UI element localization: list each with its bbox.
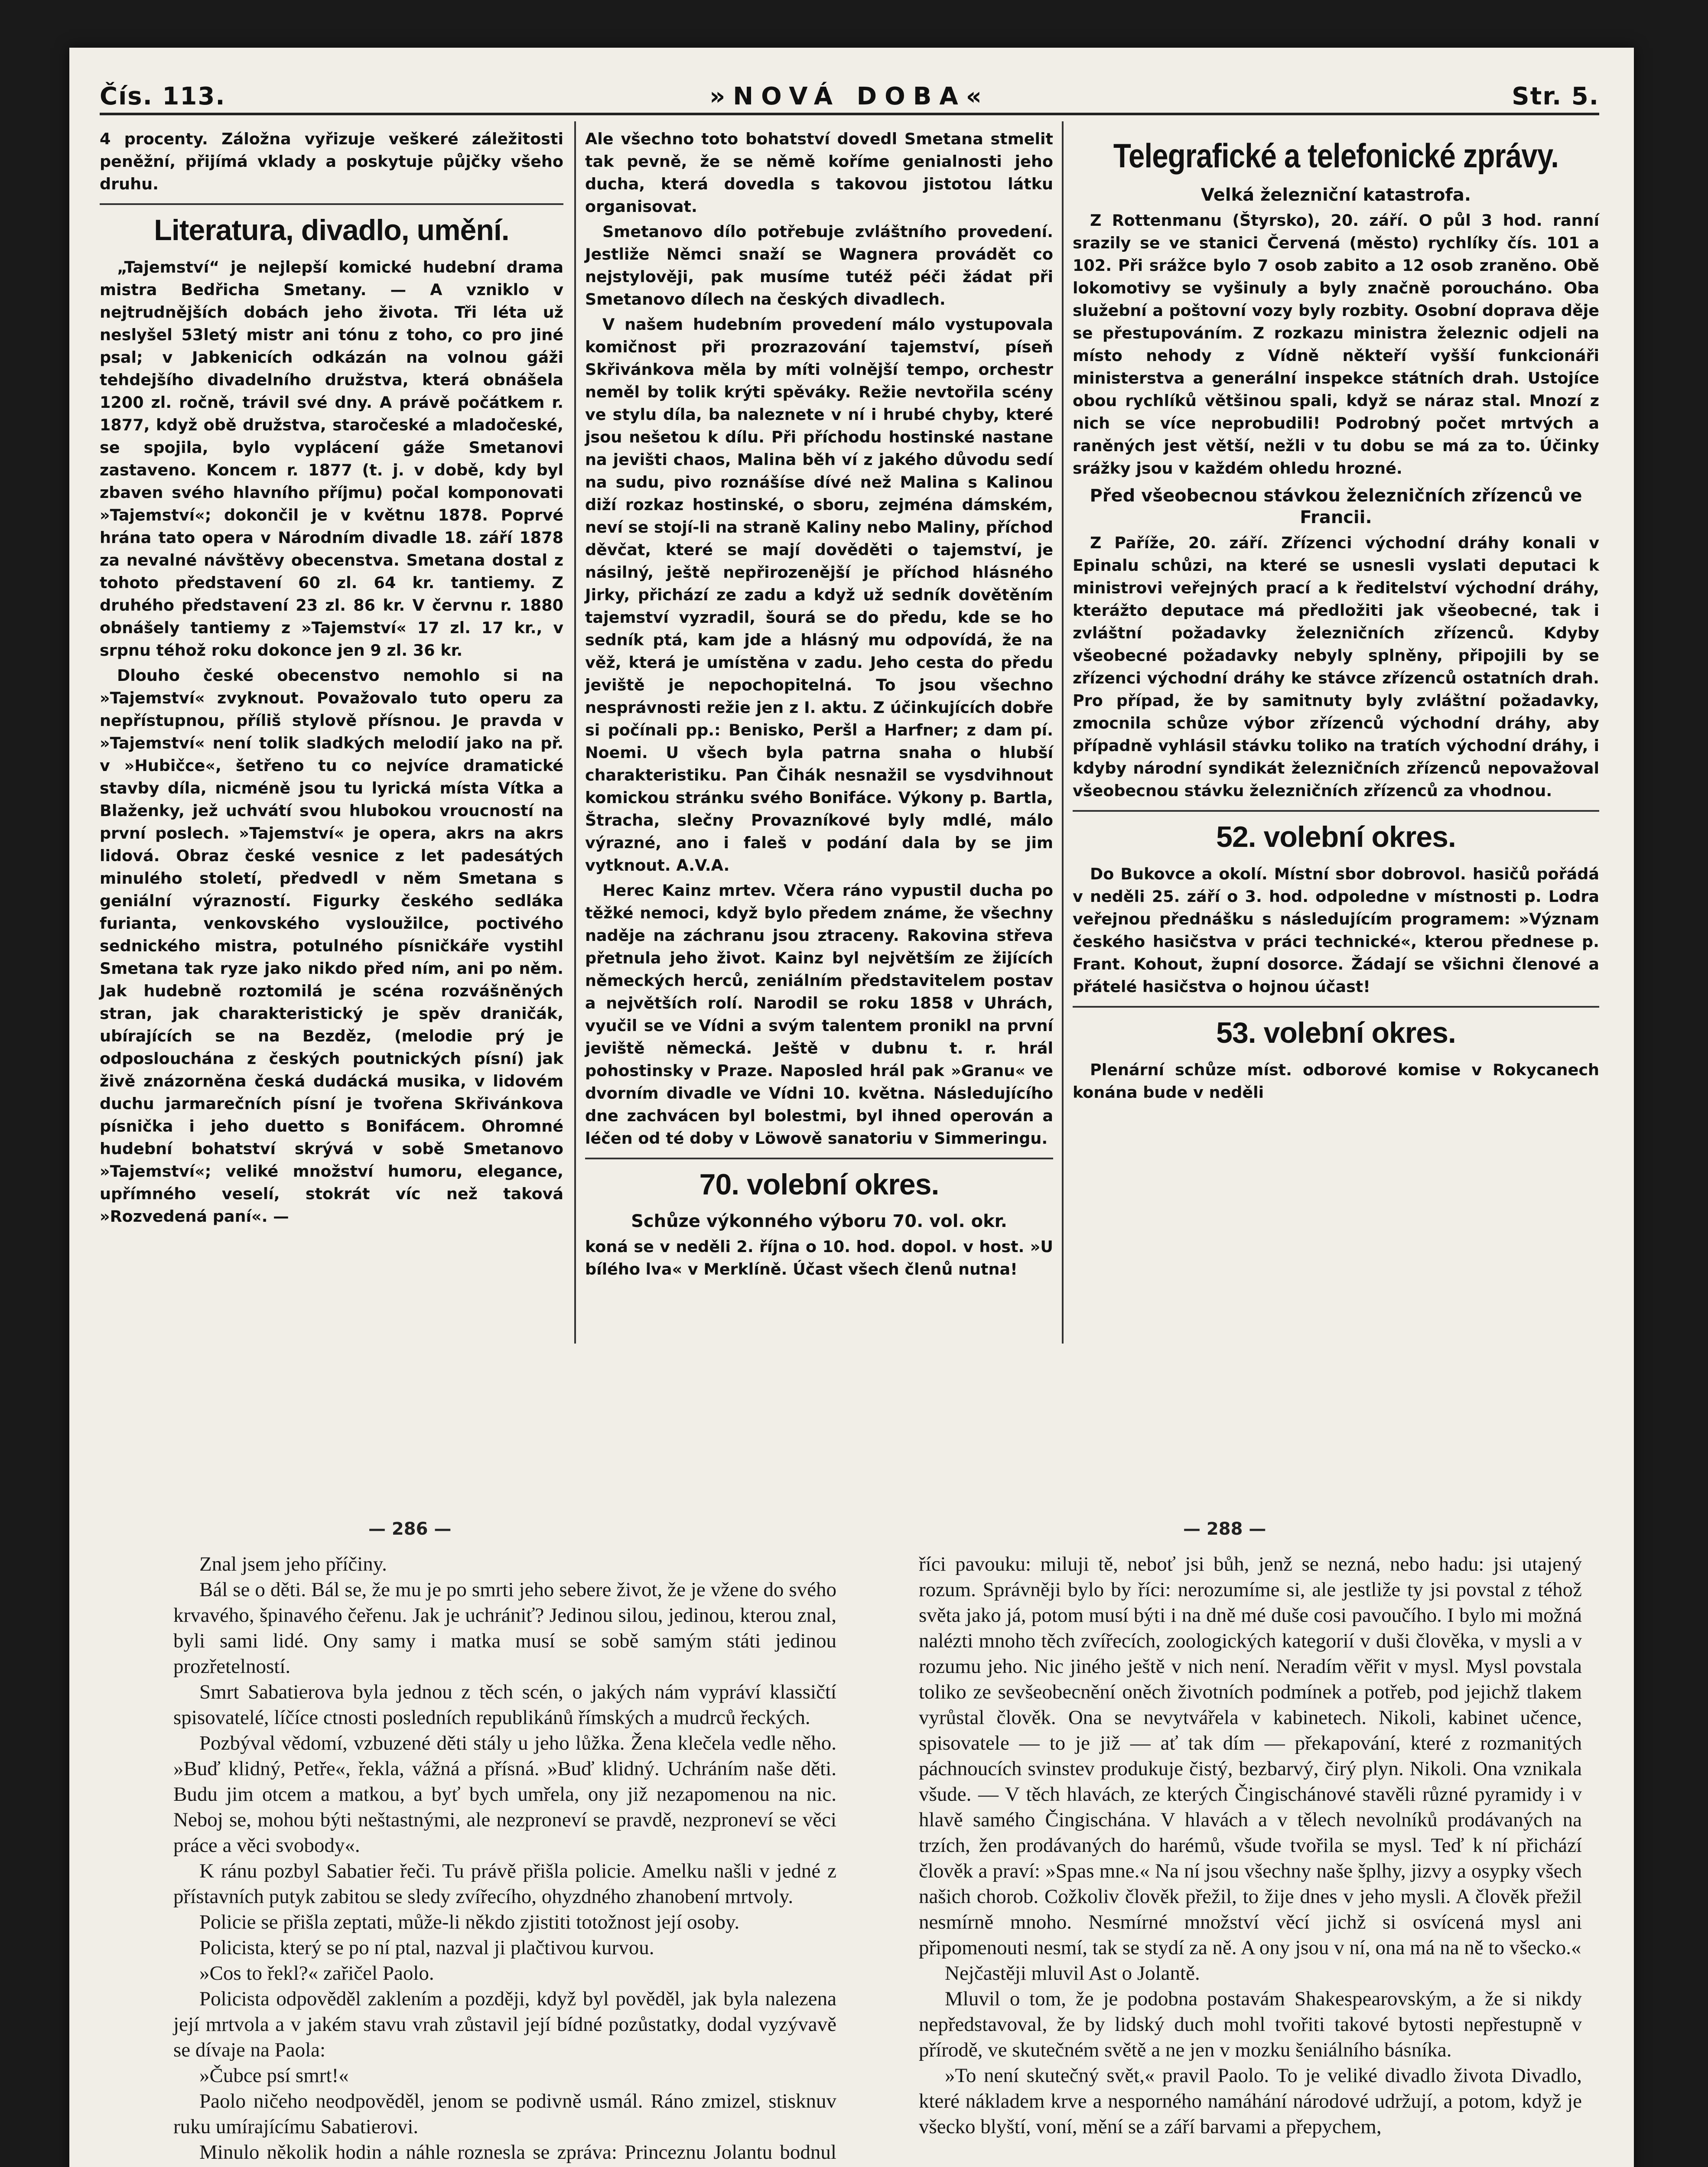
feuilleton-left-column bbox=[173, 1552, 836, 2167]
article-paragraph: koná se v neděli 2. října o 10. hod. dopol. v host. »U bílého lva« v Merklíně. Účast všech členů nutna! bbox=[585, 1237, 1053, 1279]
feuilleton-paragraph: Pozbýval vědomí, vzbuzené děti stály u jeho lůžka. Žena klečela vedle něho. »Buď klidný, Petře«, řekla, vážná a přísná. »Buď klidný. Uchráním naše děti. Budu jim otcem a matkou, a byť bych umřela, ony již nezapomenou na nic. Neboj se, mohou býti neštastnými, ale nezproneví se pravdě, nezproneví se věci práce a věci svobody«. bbox=[173, 1732, 836, 1857]
article-paragraph: Herec Kainz mrtev. Včera ráno vypustil ducha po těžké nemoci, když bylo předem známe, že všechny naděje na záchranu jsou ztraceny. Rakovina střeva přetnula jeho život. Kainz byl největším ze žijících německých herců, zeniálním představitelem postav a největších rolí. Narodil se roku 1858 v Uhrách, vyučil se ve Vídni a svým talentem pronikl na první jeviště německá. Ještě v dubnu t. r. hrál pohostinsky v Praze. Naposled hrál pak »Granu« ve dvorním divadle ve Vídni 10. května. Následujícího dne zachvácen byl bolestmi, byl ihned operován a léčen od té doby v Löwově sanatoriu v Simmeringu. bbox=[585, 881, 1053, 1148]
feuilleton-page-right: — 288 — bbox=[1183, 1519, 1266, 1539]
section-rule bbox=[1073, 1006, 1599, 1008]
newspaper-title: »NOVÁ DOBA« bbox=[709, 82, 989, 111]
subheading: Velká železniční katastrofa. bbox=[1200, 185, 1471, 205]
column-1 bbox=[100, 128, 563, 1230]
bank-notice: 4 procenty. Záložna vyřizuje veškeré záležitosti peněžní, přijímá vklady a poskytuje půjčky všeho druhu. bbox=[100, 130, 563, 193]
subheading: Schůze výkonného výboru 70. vol. okr. bbox=[631, 1211, 1007, 1231]
feuilleton-paragraph: Nejčastěji mluvil Ast o Jolantě. bbox=[945, 1962, 1200, 1985]
feuilleton-paragraph: Minulo několik hodin a náhle roznesla se zpráva: Princeznu Jolantu bodnul bbox=[199, 2141, 836, 2164]
newspaper-page bbox=[69, 48, 1634, 2167]
section-rule bbox=[585, 1158, 1053, 1159]
feuilleton-paragraph: K ránu pozbyl Sabatier řeči. Tu právě přišla policie. Amelku našli v jedné z přístavních putyk zabitou se sledy zvířecího, ohyzdného zhanobení mrtvoly. bbox=[173, 1860, 836, 1908]
issue-number: Čís. 113. bbox=[100, 82, 226, 111]
feuilleton-paragraph: Policie se přišla zeptati, může-li někdo zjistiti totožnost její osoby. bbox=[199, 1911, 740, 1933]
feuilleton-paragraph: Znal jsem jeho příčiny. bbox=[199, 1553, 387, 1575]
feuilleton-right-column bbox=[919, 1552, 1582, 2140]
feuilleton-paragraph: »Čubce psí smrt!« bbox=[199, 2064, 349, 2087]
page-number: Str. 5. bbox=[1512, 82, 1599, 111]
subheading: Před všeobecnou stávkou železničních zřízenců ve Francii. bbox=[1090, 486, 1582, 527]
article-paragraph: Dlouho české obecenstvo nemohlo si na »Tajemství« zvyknout. Považovalo tuto operu za nepřístupnou, příliš stylově přísnou. Je pravda v »Tajemství« není tolik sladkých melodií jako na př. v »Hubičce«, šetřeno tu co nejvíce dramatické stavby díla, nicméně jsou tu lyrická místa Vítka a Blaženky, jež uchvátí svou hlubokou vroucností na první poslech. »Tajemství« je opera, akrs na akrs lidová. Obraz české vesnice z let padesátých minulého století, předvedl v něm Smetana s geniální výrazností. Figurky českého sedláka furianta, venkovského vysloužilce, poctivého sednického mistra, potulného písničkáře vystihl Smetana tak ryze jako nikdo před ním, ani po něm. Jak hudebně roztomilá je scéna rozvášněných stran, jak charakteristický je spěv draničák, ubírajících se na Bezděz, (melodie prý je odposlouchána z českých poutnických písní) jak živě znázorněna česká dudácká musika, v lidovém duchu jarmarečních písní je tvořena Skřivánkova písnička i jeho duetto s Bonifácem. Ohromné hudební bohatství skrývá v sobě Smetanovo »Tajemství«; veliké množství humoru, elegance, upřímného veselí, stokrát víc než taková »Rozvedená paní«. — bbox=[100, 666, 563, 1226]
article-paragraph: „Tajemství“ je nejlepší komické hudební drama mistra Bedřicha Smetany. — A vzniklo v nejtrudnějších dobách jeho života. Tři léta už neslyšel 53letý mistr ani tónu z toho, co pro jiné psal; v Jabkenicích odkázán na volnou gáži tehdejšího divadelního družstva, která obnášela 1200 zl. ročně, trávil své dny. A právě počátkem r. 1877, když obě družstva, staročeské a mladočeské, se spojila, bylo vyplácení gáže Smetanovi zastaveno. Koncem r. 1877 (t. j. v době, kdy byl zbaven svého hlavního příjmu) počal komponovati »Tajemství«; dokončil je v květnu 1878. Poprvé hrána tato opera v Národním divadle 18. září 1878 za nevalné návštěvy obecenstva. Smetana dostal z tohoto představení 60 zl. 64 kr. tantiemy. Z druhého představení 23 zl. 86 kr. V červnu r. 1880 obnášely tantiemy z »Tajemství« 17 zl. 17 kr., v srpnu téhož roku dokonce jen 9 zl. 36 kr. bbox=[100, 258, 563, 660]
section-heading-district-70: 70. volební okres. bbox=[699, 1168, 939, 1201]
masthead-rule bbox=[100, 113, 1599, 115]
article-paragraph: Plenární schůze míst. odborové komise v Rokycanech konána bude v neděli bbox=[1073, 1061, 1599, 1102]
article-paragraph: Do Bukovce a okolí. Místní sbor dobrovol. hasičů pořádá v neděli 25. září o 3. hod. odpoledne v místnosti p. Lodra veřejnou přednášku s následujícím programem: »Význam českého hasičstva v práci technické«, kterou přednese p. Frant. Kohout, župní dosorce. Žádají se všichni členové a přátelé hasičstva o hojnou účast! bbox=[1073, 865, 1599, 996]
feuilleton-paragraph: Smrt Sabatierova byla jednou z těch scén, o jakých nám vypráví klassičtí spisovatelé, líčíce ctnosti posledních republikánů římských a mudrců řeckých. bbox=[173, 1681, 836, 1729]
feuilleton-paragraph: Policista odpověděl zaklením a později, když byl pověděl, jak byla nalezena její mrtvola a v jakém stavu vrah zůstavil její bídné pozůstatky, dodal vyzývavě se dívaje na Paola: bbox=[173, 1988, 836, 2061]
section-heading-literature: Literatura, divadlo, umění. bbox=[154, 214, 509, 247]
feuilleton-paragraph: »Cos to řekl?« zařičel Paolo. bbox=[199, 1962, 434, 1985]
feuilleton-paragraph: Mluvil o tom, že je podobna postavám Shakespearovským, a že si nikdy nepředstavoval, že by lidský duch mohl tvořiti takové bytosti nepřestupně v přírodě, ve skutečném světě a ne jen v mozku šeniálního básníka. bbox=[919, 1988, 1582, 2061]
article-paragraph: V našem hudebním provedení málo vystupovala komičnost při prozrazování tajemství, píseň Skřivánkova měla by míti volnější tempo, orchestr neměl by tolik krýti spěváky. Režie nevtořila scény ve stylu díla, ba naleznete v ní i hrubé chyby, které jsou nešetou k dílu. Při příchodu hostinské nastane na jevišti chaos, Malina běh ví z jakého důvodu sedí na sudu, pivo roznášíse dívé než Malina s Kalinou diží rozkaz hostinské, o sboru, zejména dámském, neví se stojí-li na straně Kaliny nebo Maliny, příchod děvčat, které se mají dověděti o tajemství, je násilný, ještě nepřirozenější je příchod hlásného Jirky, přichází ze zadu a když už sedník dovětěním tajemství vyzradil, šourá se do předu, kde se ho sedník ptá, kam jde a hlásný mu odpovídá, že na věž, která je umístěna v zadu. Jeho cesta do předu jeviště je nepochopitelná. To jsou všechno nesprávnosti režie jen z I. aktu. Z účinkujících dobře si počínali pp.: Benisko, Peršl a Harfner; z dam pí. Noemi. U všech byla patrna snaha o hlubší charakteristiku. Pan Čihák nesnažil se vysdvihnout komickou stránku svého Bonifáce. Výkony p. Bartla, Štracha, slečny Provazníkové byly mdlé, málo výrazné, ano i faleš v podání dala by se jim vytknout. A.V.A. bbox=[585, 315, 1053, 875]
section-rule bbox=[1073, 810, 1599, 812]
feuilleton-paragraph: Policista, který se po ní ptal, nazval ji plačtivou kurvou. bbox=[199, 1936, 654, 1959]
section-heading-telegraph: Telegrafické a telefonické zprávy. bbox=[1113, 137, 1559, 175]
column-divider bbox=[1062, 121, 1064, 1344]
column-3 bbox=[1073, 128, 1599, 1106]
feuilleton-paragraph: Paolo ničeho neodpověděl, jenom se podivně usmál. Ráno zmizel, stisknuv ruku umírajícímu Sabatierovi. bbox=[173, 2090, 836, 2138]
article-paragraph: Z Paříže, 20. září. Zřízenci východní dráhy konali v Epinalu schůzi, na které se usnesli vyslati deputaci k ministrovi veřejných prací a k ředitelství východní dráhy, kterážto deputace má předložiti jak všeobecné, tak i zvláštní požadavky železničních zřízenců. Kdyby všeobecné požadavky nebyly splněny, připojili by se zřízenci východní dráhy ke stávce zřízenců ostatních drah. Pro případ, že by samitnuty byly zvláštní požadavky, zmocnila schůze výbor zřízenců východní dráhy, aby případně vyhlásil stávku toliko na tratích východní dráhy, i kdyby národní syndikát železničních zřízenců nepovažoval všeobecnou stávku železničních zřízenců za vhodnou. bbox=[1073, 534, 1599, 800]
feuilleton-paragraph: »To není skutečný svět,« pravil Paolo. To je veliké divadlo života Divadlo, které nákladem krve a nesporného namáhání národové udržují, a potom, když je všecko blyští, voní, mění se a září barvami a přepychem, bbox=[919, 2064, 1582, 2138]
section-rule bbox=[100, 203, 563, 205]
feuilleton-paragraph: říci pavouku: miluji tě, neboť jsi bůh, jenž se nezná, nebo hadu: jsi utajený rozum. Správněji bylo by říci: nerozumíme si, ale jestliže ty jsi povstal z téhož světa jako já, potom musí býti i na dně mé duše cosi pavoučího. I bylo mi možná nalézti mnoho těch zvířecích, zoologických kategorií v duši člověka, v mysli a v rozumu jeho. Nic jiného ještě v nich není. Neradím věřit v mysl. Mysl povstala toliko ze sevšeobecnění oněch životních podmínek a potřeb, pod jejichž tlakem vyrůstal člověk. Ona se nevytvářela v kabinetech. Nikoli, kabinet učence, spisovatele — to je již — ať tak dím — překapování, které z rozmanitých páchnoucích svinstev produkuje čistý, bezbarvý, čirý plyn. Nikoli. Ona vznikala všude. — V těch hlavách, ze kterých Čingischánové stavěli různé pyramidy i v hlavě samého Čingischána. V hlavách a v tělech nevolníků prodávaných na trzích, žen prodávaných do harémů, všude tvořila se mysl. Teď k ní přichází člověk a praví: »Spas mne.« Na ní jsou všechny naše šplhy, jizvy a osypky všech našich chorob. Cožkoliv člověk přežil, to žije dnes v jeho mysli. A člověk přežil nesmírně mnoho. Nesmírné množství věcí jichž si osvícená mysl ani připomenouti nesmí, tak se stydí za ně. A ony jsou v ní, ona má na ně to všecko.« bbox=[919, 1553, 1582, 1959]
column-2 bbox=[585, 128, 1053, 1283]
masthead bbox=[100, 74, 1599, 113]
feuilleton-page-left: — 286 — bbox=[368, 1519, 452, 1539]
column-divider bbox=[574, 121, 576, 1344]
article-paragraph: Smetanovo dílo potřebuje zvláštního provedení. Jestliže Němci snaží se Wagnera provádět co nejstylověji, pak musíme tutéž péči žádat při Smetanovo dílech na českých divadlech. bbox=[585, 222, 1053, 309]
section-heading-district-53: 53. volební okres. bbox=[1216, 1016, 1456, 1049]
article-paragraph: Ale všechno toto bohatství dovedl Smetana stmelit tak pevně, že se němě koříme genialnosti jeho ducha, která dovedla s takovou jistotou látku organisovat. bbox=[585, 130, 1053, 216]
section-heading-district-52: 52. volební okres. bbox=[1216, 820, 1456, 853]
feuilleton-paragraph: Bál se o děti. Bál se, že mu je po smrti jeho sebere život, že je vžene do svého krvavého, špinavého čeřenu. Jak je uchrániť? Jedinou silou, jedinou, kterou znal, byli sami lidé. Ony samy i matka musí se sobě samým státi jedinou prozřetelností. bbox=[173, 1578, 836, 1678]
article-paragraph: Z Rottenmanu (Štyrsko), 20. září. O půl 3 hod. ranní srazily se ve stanici Červená (město) rychlíky čís. 101 a 102. Při srážce bylo 7 osob zabito a 12 osob zraněno. Obě lokomotivy se vyšinuly a byly značně poroucháno. Oba služební a poštovní vozy byly rozbity. Osobní doprava děje se přestupováním. Z rozkazu ministra železnic odjeli na místo nehody z Vídně někteří vyšší funkcionáři ministerstva a generální inspekce státních drah. Ustojíce obou rychlíků většinou spali, když se náraz stal. Mnozí z nich se více neprobudili! Podrobný počet mrtvých a raněných jest větší, nežli v tu dobu se má za to. Účinky srážky jsou v každém ohledu hrozné. bbox=[1073, 211, 1599, 478]
